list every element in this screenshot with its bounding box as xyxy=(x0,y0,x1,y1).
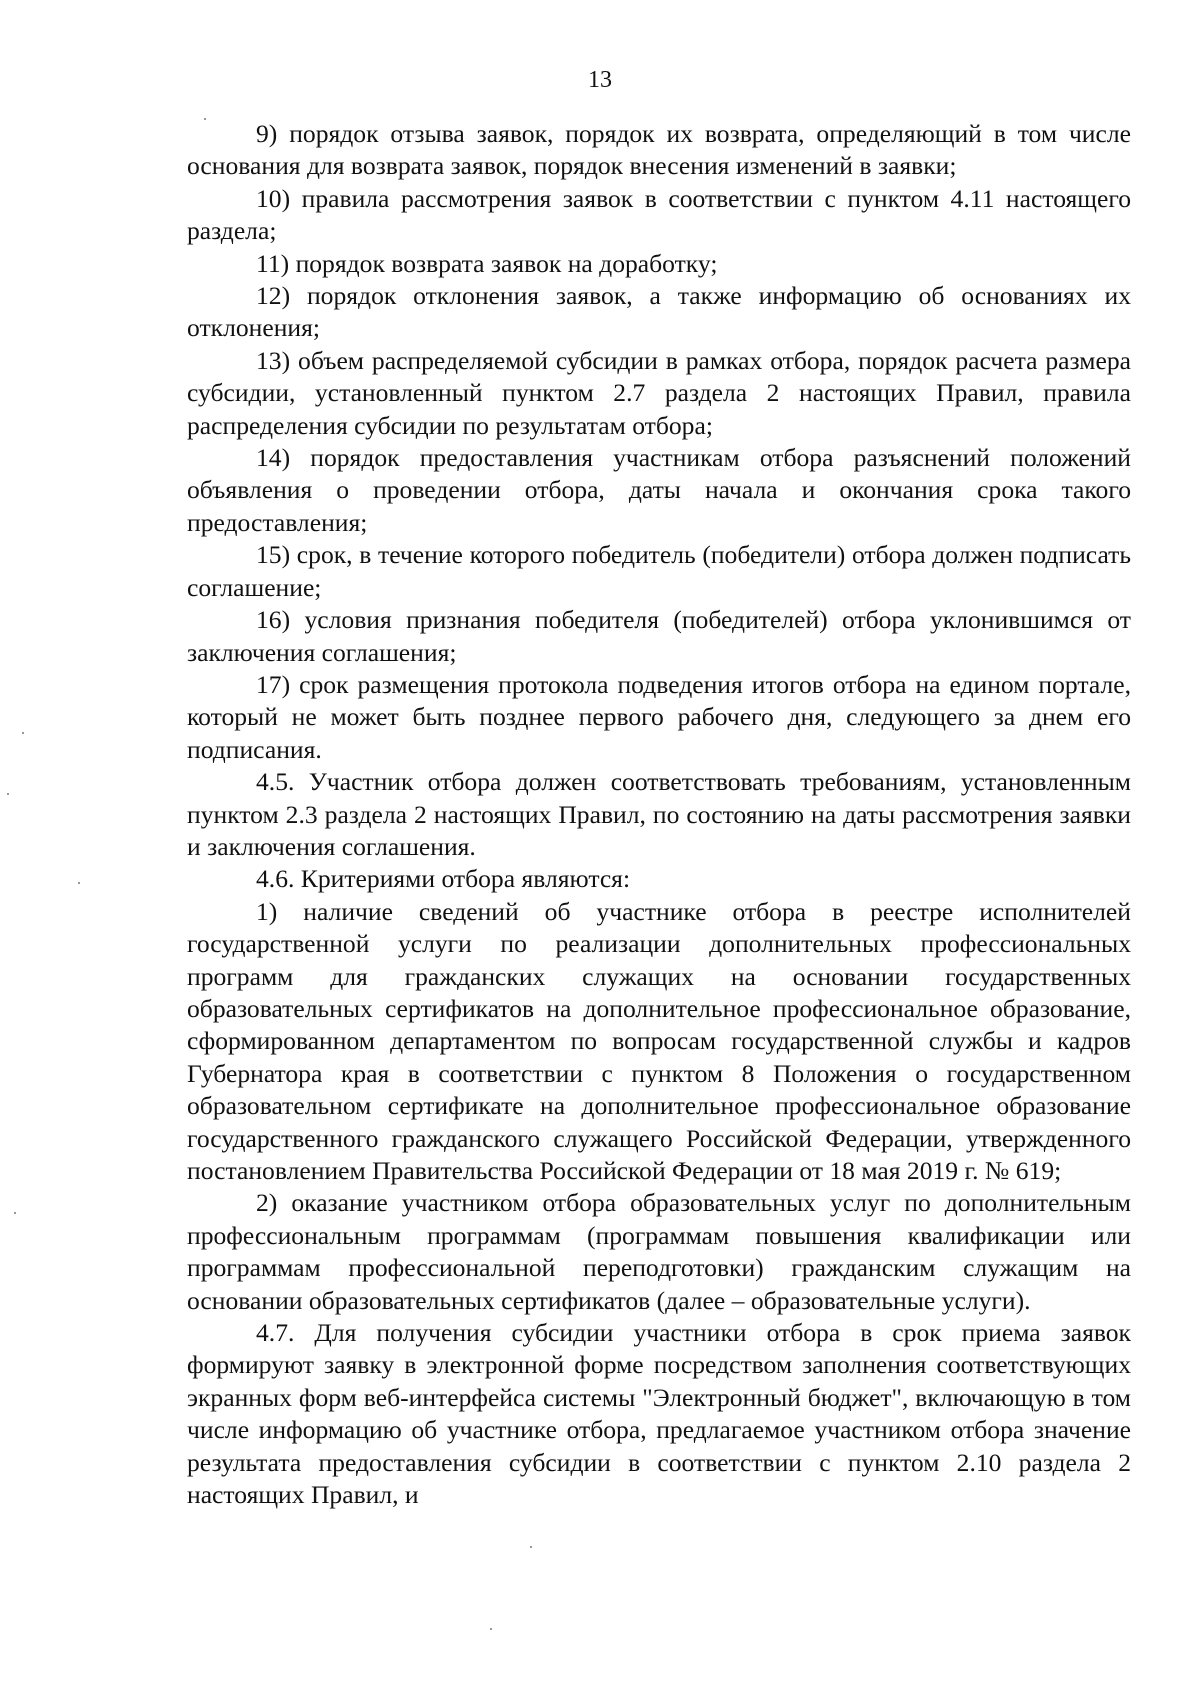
scan-speck xyxy=(78,882,80,884)
scan-speck xyxy=(530,1546,532,1548)
paragraph-item-10: 10) правила рассмотрения заявок в соответствии с пунктом 4.11 настоящего раздела; xyxy=(187,183,1131,246)
paragraph-item-11: 11) порядок возврата заявок на доработку; xyxy=(256,248,718,278)
scan-speck xyxy=(204,118,206,120)
paragraph-section-4-5: 4.5. Участник отбора должен соответствовать требованиям, установленным пунктом 2.3 раздела 2 настоящих Правил, по состоянию на даты рассмотрения заявки и заключения соглашения. xyxy=(187,767,1131,861)
paragraph-criterion-1: 1) наличие сведений об участнике отбора в реестре исполнителей государственной услуги по реализации дополнительных профессиональных программ для гражданских служащих на основании государственных образовательных сертификатов на дополнительное профессиональное образование, сформированном департаментом по вопросам государственной службы и кадров Губернатора края в соответствии с пунктом 8 Положения о государственном образовательном сертификате на дополнительное профессиональное образование государственного гражданского служащего Российской Федерации, утвержденного постановлением Правительства Российской Федерации от 18 мая 2019 г. № 619; xyxy=(187,896,1131,1185)
paragraph-item-16: 16) условия признания победителя (победителей) отбора уклонившимся от заключения соглашения; xyxy=(187,605,1131,667)
paragraph-item-9: 9) порядок отзыва заявок, порядок их возврата, определяющий в том числе основания для возврата заявок, порядок внесения изменений в заявки; xyxy=(187,119,1131,181)
document-body xyxy=(187,118,1131,1511)
paragraph-item-12: 12) порядок отклонения заявок, а также информацию об основаниях их отклонения; xyxy=(187,281,1131,343)
scan-speck xyxy=(22,732,24,734)
paragraph-item-17: 17) срок размещения протокола подведения итогов отбора на едином портале, который не может быть позднее первого рабочего дня, следующего за днем его подписания. xyxy=(187,669,1131,764)
paragraph-section-4-6: 4.6. Критериями отбора являются: xyxy=(256,864,631,894)
scan-speck xyxy=(7,793,9,795)
paragraph-section-4-7: 4.7. Для получения субсидии участники отбора в срок приема заявок формируют заявку в электронной форме посредством заполнения соответствующих экранных форм веб-интерфейса системы "Электронный бюджет", включающую в том числе информацию об участнике отбора, предлагаемое участником отбора значение результата предоставления субсидии в соответствии с пунктом 2.10 раздела 2 настоящих Правил, и xyxy=(187,1318,1131,1510)
page-number: 13 xyxy=(588,67,612,93)
paragraph-item-15: 15) срок, в течение которого победитель (победители) отбора должен подписать соглашение; xyxy=(187,540,1131,602)
paragraph-item-14: 14) порядок предоставления участникам отбора разъяснений положений объявления о проведении отбора, даты начала и окончания срока такого предоставления; xyxy=(187,443,1131,537)
paragraph-criterion-2: 2) оказание участником отбора образовательных услуг по дополнительным профессиональным программам (программам повышения квалификации или программам профессиональной переподготовки) гражданским служащим на основании образовательных сертификатов (далее – образовательные услуги). xyxy=(187,1188,1131,1315)
paragraph-item-13: 13) объем распределяемой субсидии в рамках отбора, порядок расчета размера субсидии, установленный пунктом 2.7 раздела 2 настоящих Правил, правила распределения субсидии по результатам отбора; xyxy=(187,345,1131,440)
scan-speck xyxy=(14,1212,16,1214)
scan-speck xyxy=(490,1628,492,1630)
